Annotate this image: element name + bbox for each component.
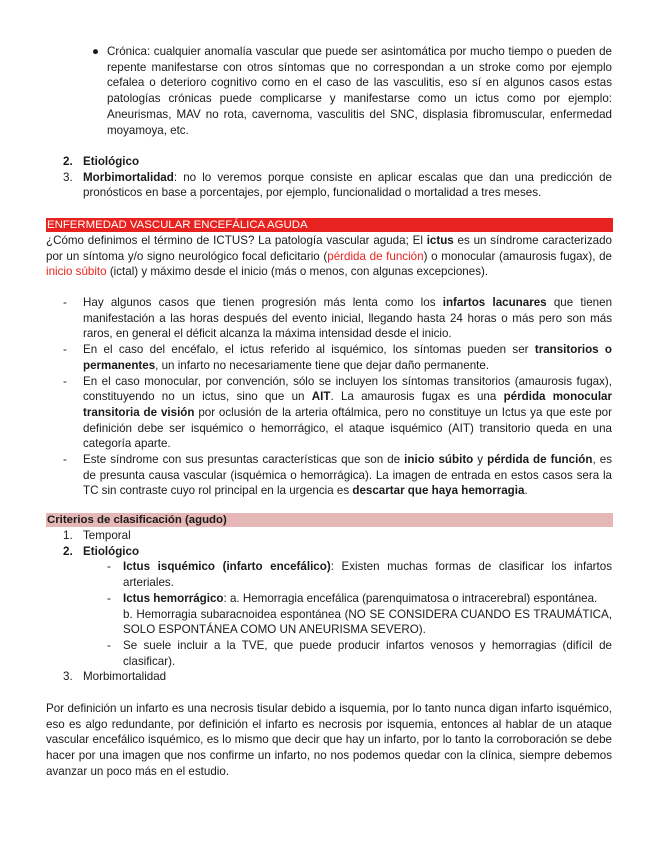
bold-term: infartos lacunares	[442, 296, 547, 309]
text-run: es un síndrome caracterizado por un síntoma y/o signo neurológico focal deficitario (	[46, 234, 612, 263]
bold-term: transitorios o permanentes	[83, 343, 612, 372]
text-run: : a. Hemorragia encefálica (parenquimatosa o intracerebral) espontánea.	[223, 591, 598, 605]
dash-item-encefalo	[63, 342, 612, 373]
text-run: , un infarto no necesariamente tiene que dejar daño permanente.	[155, 358, 490, 372]
bold-term-ictus: ictus	[426, 234, 454, 247]
list-label: Morbimortalidad	[83, 170, 174, 184]
text-run: .	[524, 484, 528, 498]
sub-item-tve	[107, 638, 612, 669]
text-run: En el caso del encéfalo, el ictus referido al isquémico, los síntomas pueden ser	[83, 343, 535, 357]
bold-term: descartar que haya hemorragia	[352, 484, 525, 498]
section-heading-enfermedad-vascular: ENFERMEDAD VASCULAR ENCEFÁLICA AGUDA	[46, 218, 613, 232]
cronica-text: : cualquier anomalía vascular que puede ser asintomática por mucho tiempo o pueden de repente manifestarse con otros síntomas que no correspondan a un stroke como por ejemplo cefalea o deterioro cognitivo como en el caso de las vasculitis, eso sí en algunos casos estas patologías crónicas puede complicarse y manifestarse como un ictus como por ejemplo: Aneurismas, MAV no rota, cavernoma, vasculitis del SNC, displasia fibromuscular, enfermedad moyamoya, etc.	[107, 45, 612, 137]
infarto-definition-paragraph: Por definición un infarto es una necrosis tisular debido a isquemia, por lo tanto nunca digan infarto isquémico, eso es algo redundante, por definición el infarto es necrosis por isquemia, entonces al hablar de un ataque vascular encefálico isquémico, es lo mismo que decir que hay un infarto, por lo tanto la corroboración se debe hacer por una imagen que nos confirme un infarto, no nos podemos quedar con la clínica, siempre debemos avanzar un poco más en el estudio.	[46, 702, 612, 778]
list-number: 3.	[63, 170, 73, 184]
text-run: por oclusión de la arteria oftálmica, pero no constituye un Ictus ya que este por definición debe ser isquémico o hemorrágico, el ataque isquémico (AIT) transitorio queda en una categoría aparte.	[83, 405, 612, 451]
bullet-icon: ●	[92, 45, 100, 58]
dash-marker: -	[107, 638, 111, 652]
criteria-item-morbimortalidad	[63, 669, 612, 685]
list-number: 2.	[63, 544, 73, 558]
text-run: (ictal) y máximo desde el inicio (más o menos, con algunas excepciones).	[106, 265, 489, 279]
list-label: Etiológico	[83, 155, 140, 168]
etiologico-sublist	[83, 559, 612, 669]
text-run: b. Hemorragia subaracnoidea espontánea (NO SE CONSIDERA CUANDO ES TRAUMÁTICA, SOLO ESPONTÁNEA COMO UN ANEURISMA SEVERO).	[123, 607, 612, 637]
bold-term: pérdida de función	[487, 453, 593, 467]
top-numbered-list	[63, 154, 612, 201]
text-run: Hay algunos casos que tienen progresión más lenta como los	[83, 296, 443, 309]
text-run: Este síndrome con sus presuntas características que son de	[83, 453, 405, 467]
list-number: 3.	[63, 670, 73, 684]
dash-item-lacunares	[63, 295, 612, 342]
dash-list	[63, 295, 612, 499]
bold-term: Ictus hemorrágico	[123, 591, 224, 605]
criteria-item-temporal	[63, 528, 612, 544]
section-heading-criterios: Criterios de clasificación (agudo)	[46, 513, 613, 527]
list-label: Etiológico	[83, 544, 140, 558]
list-number: 2.	[63, 155, 73, 168]
sub-item-hemorragico	[107, 591, 612, 638]
list-number: 1.	[63, 529, 73, 542]
bold-term: Ictus isquémico (infarto encefálico)	[123, 560, 331, 574]
text-run: y	[473, 453, 488, 467]
dash-marker: -	[63, 453, 67, 467]
text-run: ¿Cómo definimos el término de ICTUS? La patología vascular aguda; El	[46, 234, 427, 247]
text-run: : Existen muchas formas de clasificar los infartos arteriales.	[123, 560, 612, 590]
list-item-etiologico	[63, 154, 612, 170]
list-label: Temporal	[83, 529, 131, 542]
highlight-inicio-subito: inicio súbito	[46, 265, 107, 279]
text-run: que tienen manifestación a las horas después del evento inicial, llegando hasta 24 horas o más pero son más raros, en general el déficit alcanza la máxima intensidad desde el inicio.	[83, 296, 613, 341]
ictus-definition-paragraph	[46, 233, 612, 280]
dash-marker: -	[63, 343, 67, 357]
text-run: ) o monocular (amaurosis fugax), de	[423, 249, 612, 263]
dash-item-monocular	[63, 374, 612, 453]
text-run: . La amaurosis fugax es una	[330, 390, 504, 404]
dash-marker: -	[63, 374, 67, 388]
list-text: : no lo veremos porque consiste en aplicar escalas que dan una predicción de pronósticos en base a porcentajes, por ejemplo, funcionalidad o mortalidad a tres meses.	[83, 170, 612, 200]
bold-term: inicio súbito	[404, 453, 474, 467]
list-label: Morbimortalidad	[83, 670, 167, 684]
dash-marker: -	[107, 591, 111, 605]
text-run: , es de presunta causa vascular (isquémica o hemorrágica). La imagen de entrada en estos casos sera la TC sin contraste cuyo rol principal en la urgencia es	[83, 453, 612, 498]
highlight-perdida-funcion: pérdida de función	[327, 249, 424, 263]
cronica-label: Crónica	[107, 45, 147, 58]
text-run: Se suele incluir a la TVE, que puede producir infartos venosos y hemorragias (difícil de clasificar).	[123, 638, 612, 668]
list-item-morbimortalidad	[63, 170, 612, 201]
dash-marker: -	[107, 560, 111, 574]
cronica-bullet-item	[92, 44, 612, 138]
criteria-list	[63, 528, 612, 685]
sub-item-isquemico	[107, 559, 612, 590]
dash-marker: -	[63, 296, 67, 309]
bold-term: pérdida monocular transitoria de visión	[83, 390, 612, 419]
criteria-item-etiologico	[63, 544, 612, 670]
text-run: En el caso monocular, por convención, sólo se incluyen los síntomas transitorios (amaurosis fugax), constituyendo no un ictus, sino que un	[83, 374, 612, 404]
dash-item-sindrome	[63, 452, 612, 499]
bold-term: AIT	[311, 390, 331, 404]
